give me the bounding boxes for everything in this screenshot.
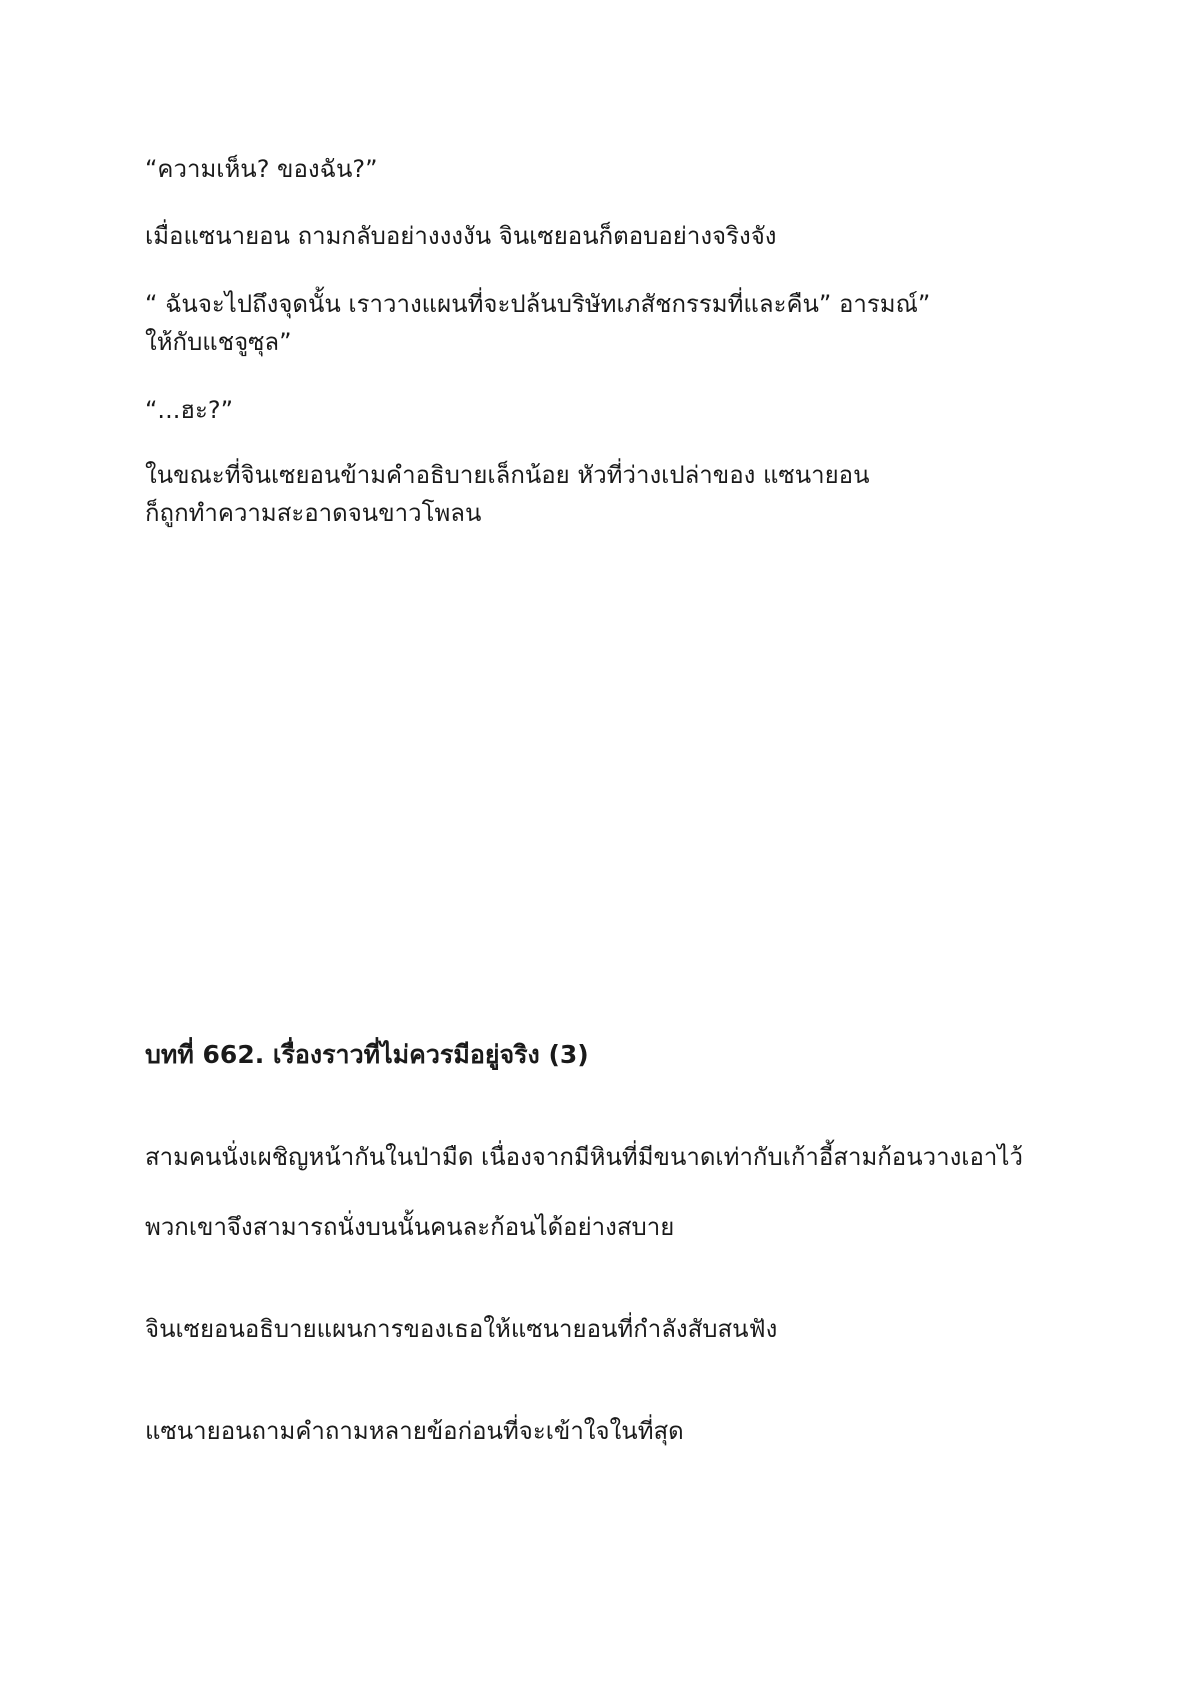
paragraph-sit-comfortably: พวกเขาจึงสามารถนั่งบนนั้นคนละก้อนได้อย่างสบาย <box>145 1213 675 1241</box>
chapter-heading: บทที่ 662. เรื่องราวที่ไม่ควรมีอยู่จริง (3) <box>145 1040 589 1069</box>
paragraph-three-people: สามคนนั่งเผชิญหน้ากันในป่ามืด เนื่องจากมีหินที่มีขนาดเท่ากับเก้าอี้สามก้อนวางเอาไว้ <box>145 1143 1023 1171</box>
paragraph-asks-questions: แซนายอนถามคำถามหลายข้อก่อนที่จะเข้าใจในที่สุด <box>145 1417 684 1445</box>
paragraph-explains-plan: จินเซยอนอธิบายแผนการของเธอให้แซนายอนที่กำลังสับสนฟัง <box>145 1315 778 1343</box>
paragraph-opinion-question: “ความเห็น? ของฉัน?” <box>145 155 378 183</box>
paragraph-chaenayeon-asks: เมื่อแซนายอน ถามกลับอย่างงงงัน จินเซยอนก็ตอบอย่างจริงจัง <box>145 222 777 250</box>
paragraph-explanation-skipped: ในขณะที่จินเซยอนข้ามคำอธิบายเล็กน้อย หัวที่ว่างเปล่าของ แซนายอน ก็ถูกทำความสะอาดจนขาวโพลน <box>145 461 870 527</box>
paragraph-huh: “...ฮะ?” <box>145 396 234 424</box>
paragraph-plan-statement: “ ฉันจะไปถึงจุดนั้น เราวางแผนที่จะปล้นบริษัทเภสัชกรรมที่และคืน” อารมณ์” ให้กับแชจูซุล” <box>145 290 931 356</box>
